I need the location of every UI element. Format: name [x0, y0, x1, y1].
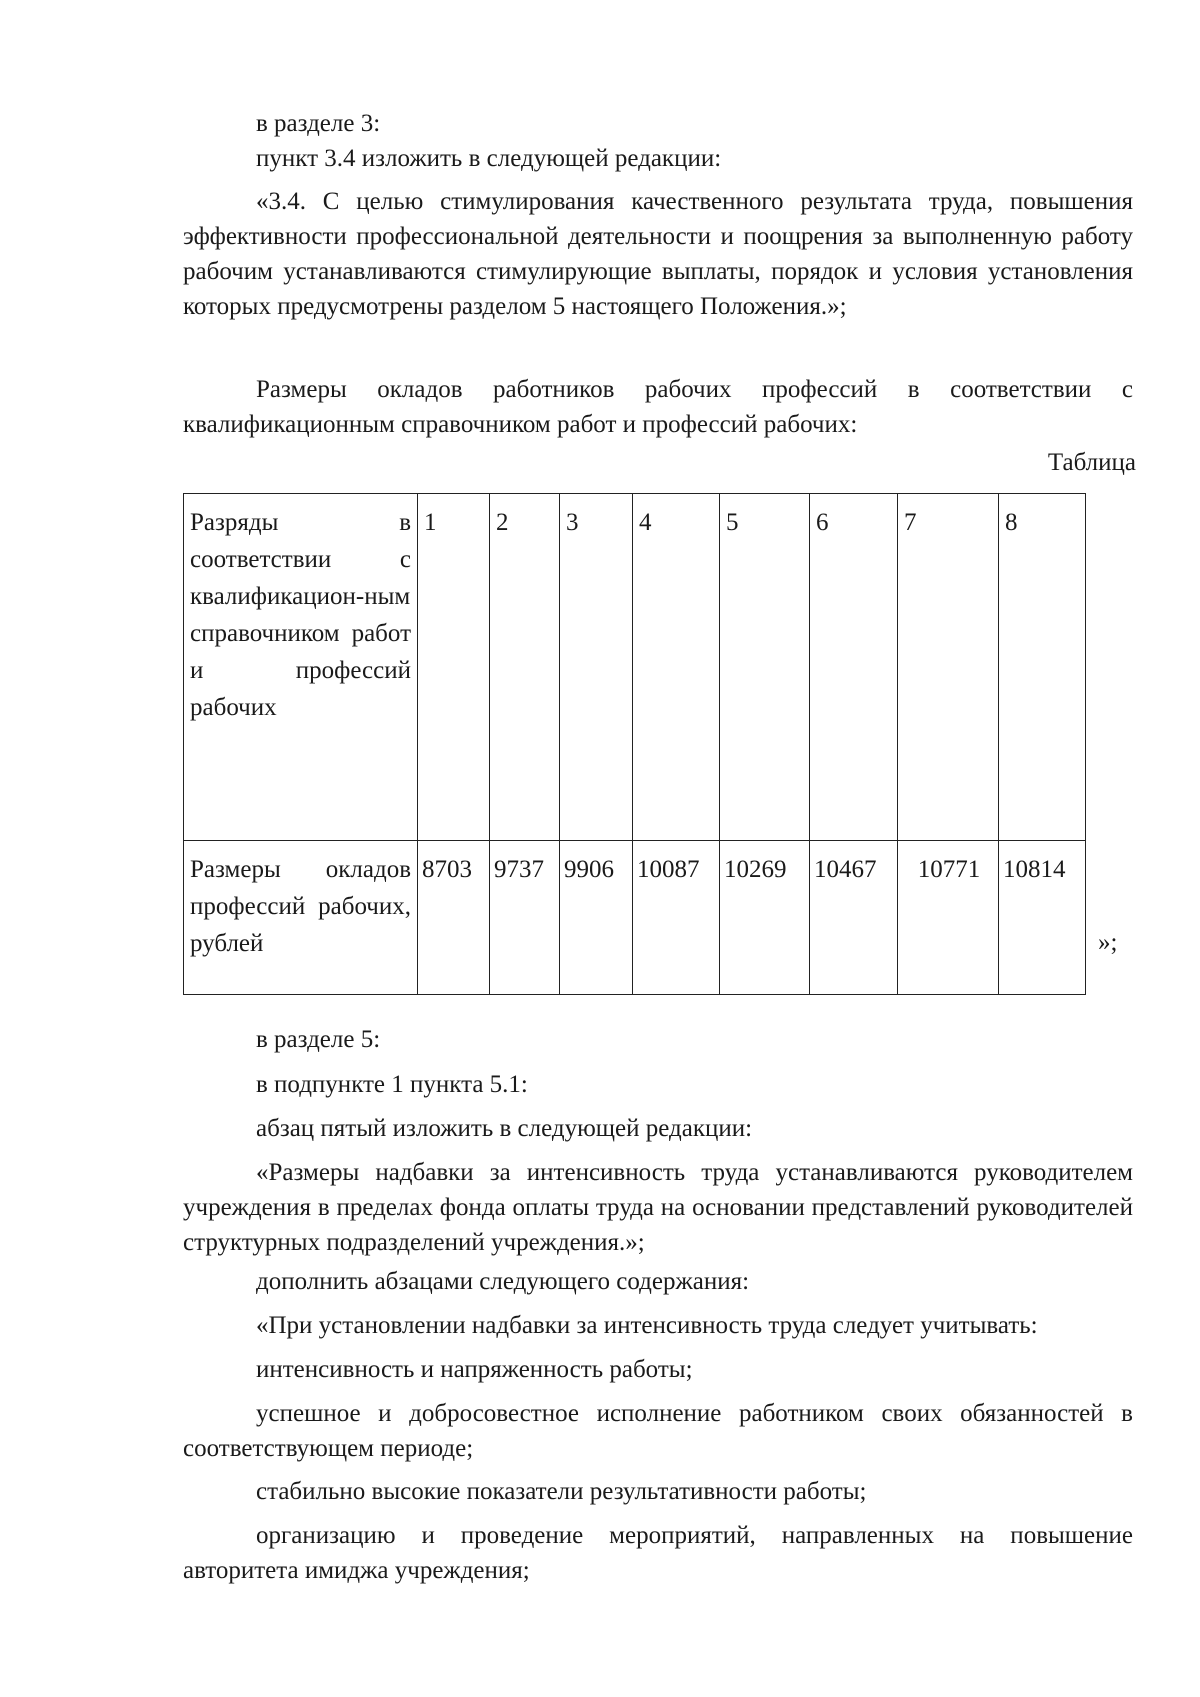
subclause-5-1-intro: в подпункте 1 пункта 5.1: [256, 1071, 528, 1098]
criterion-item: организацию и проведение мероприятий, направленных на повышение авторитета имиджа учреждения; [183, 1522, 1133, 1584]
section-3-heading: в разделе 3: [256, 110, 381, 137]
salary-cell: 10814 [999, 841, 1086, 995]
grade-cell: 5 [720, 494, 810, 841]
clause-3-4-intro: пункт 3.4 изложить в следующей редакции: [256, 145, 722, 172]
grade-cell: 1 [418, 494, 490, 841]
table-row-grades [184, 494, 1086, 841]
salary-cell: 10771 [898, 841, 999, 995]
section-5-heading: в разделе 5: [256, 1026, 381, 1053]
salary-intro: Размеры окладов работников рабочих профессий в соответствии с квалификационным справочником работ и профессий рабочих: [183, 376, 1133, 438]
additions-intro: дополнить абзацами следующего содержания: [256, 1268, 750, 1295]
salary-cell: 9737 [490, 841, 560, 995]
grade-cell: 7 [898, 494, 999, 841]
intensity-bonus-text: «Размеры надбавки за интенсивность труда устанавливаются руководителем учреждения в пределах фонда оплаты труда на основании представлений руководителей структурных подразделений учреждения.»; [183, 1159, 1133, 1256]
salary-cell: 10467 [810, 841, 898, 995]
grade-cell: 8 [999, 494, 1086, 841]
clause-3-4-text: «3.4. С целью стимулирования качественного результата труда, повышения эффективности профессиональной деятельности и поощрения за выполненную работу рабочим устанавливаются стимулирующие выплаты, порядок и условия установления которых предусмотрены разделом 5 настоящего Положения.»; [183, 188, 1133, 320]
salaries-header-cell: Размеры окладов профессий рабочих, рублей [184, 841, 418, 995]
grades-header-cell: Разряды в соответствии с квалификацион-ным справочником работ и профессий рабочих [184, 494, 418, 841]
salary-cell: 10269 [720, 841, 810, 995]
criterion-item: стабильно высокие показатели результативности работы; [256, 1478, 867, 1505]
criterion-item: успешное и добросовестное исполнение работником своих обязанностей в соответствующем периоде; [183, 1400, 1133, 1462]
criteria-intro: «При установлении надбавки за интенсивность труда следует учитывать: [256, 1312, 1038, 1339]
salary-table [183, 493, 1086, 995]
salary-cell: 8703 [418, 841, 490, 995]
table-closing-quote: »; [1098, 929, 1118, 956]
grade-cell: 6 [810, 494, 898, 841]
grade-cell: 4 [633, 494, 720, 841]
grade-cell: 2 [490, 494, 560, 841]
table-row-salaries [184, 841, 1086, 995]
table-caption: Таблица [1047, 449, 1136, 476]
grade-cell: 3 [560, 494, 633, 841]
salary-cell: 9906 [560, 841, 633, 995]
criterion-item: интенсивность и напряженность работы; [256, 1356, 693, 1383]
salary-cell: 10087 [633, 841, 720, 995]
paragraph-five-intro: абзац пятый изложить в следующей редакции: [256, 1115, 753, 1142]
